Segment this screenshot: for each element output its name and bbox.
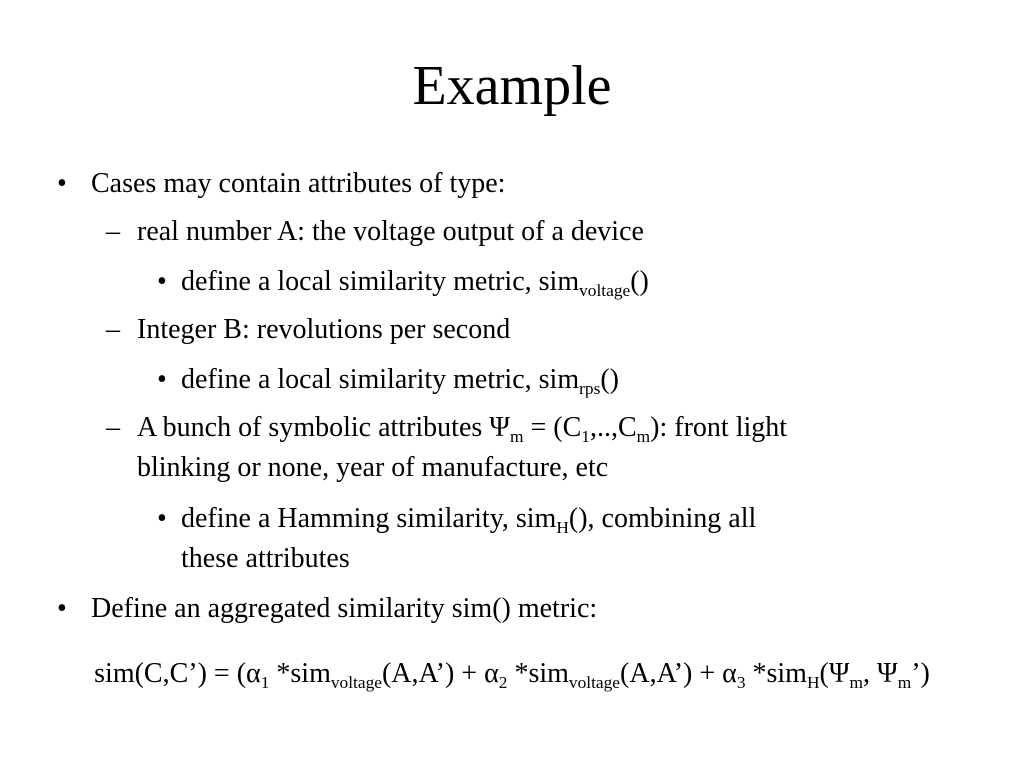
dash-marker: – [106, 216, 120, 247]
bullet-marker: • [157, 503, 167, 534]
bullet-marker: • [57, 168, 67, 199]
subsubbullet-sim-voltage: define a local similarity metric, sim$_{voltage}$() [181, 266, 649, 301]
subbullet-real-number: real number A: the voltage output of a device [137, 216, 644, 247]
bullet-marker: • [157, 364, 167, 395]
subsubbullet-hamming: define a Hamming similarity, sim$_H$(), combining all [181, 503, 757, 538]
bullet-marker: • [57, 593, 67, 624]
subsubbullet-sim-rps: define a local similarity metric, sim$_{rps}$() [181, 364, 619, 399]
bullet-marker: • [157, 266, 167, 297]
subbullet-symbolic-attributes: A bunch of symbolic attributes $\Psi_m = (C_1,..,C_m)$: front light [137, 412, 788, 447]
slide-title: Example [412, 55, 612, 117]
bullet-aggregated-similarity: Define an aggregated similarity sim() metric: [91, 593, 598, 624]
aggregated-similarity-formula: sim(C,C’) = ($\alpha_1$ *sim$_{voltage}$(A,A’) + $\alpha_2$ *sim$_{voltage}$(A,A’) + $\alpha_3$ $*sim_H(\Psi_m$, $\Psi_m$’) [94, 658, 930, 693]
subbullet-symbolic-attributes-cont: blinking or none, year of manufacture, etc [137, 452, 609, 483]
subsubbullet-hamming-cont: these attributes [181, 543, 350, 574]
dash-marker: – [106, 314, 120, 345]
bullet-cases-attributes: Cases may contain attributes of type: [91, 168, 506, 199]
subbullet-integer-b: Integer B: revolutions per second [137, 314, 511, 345]
dash-marker: – [106, 412, 120, 443]
